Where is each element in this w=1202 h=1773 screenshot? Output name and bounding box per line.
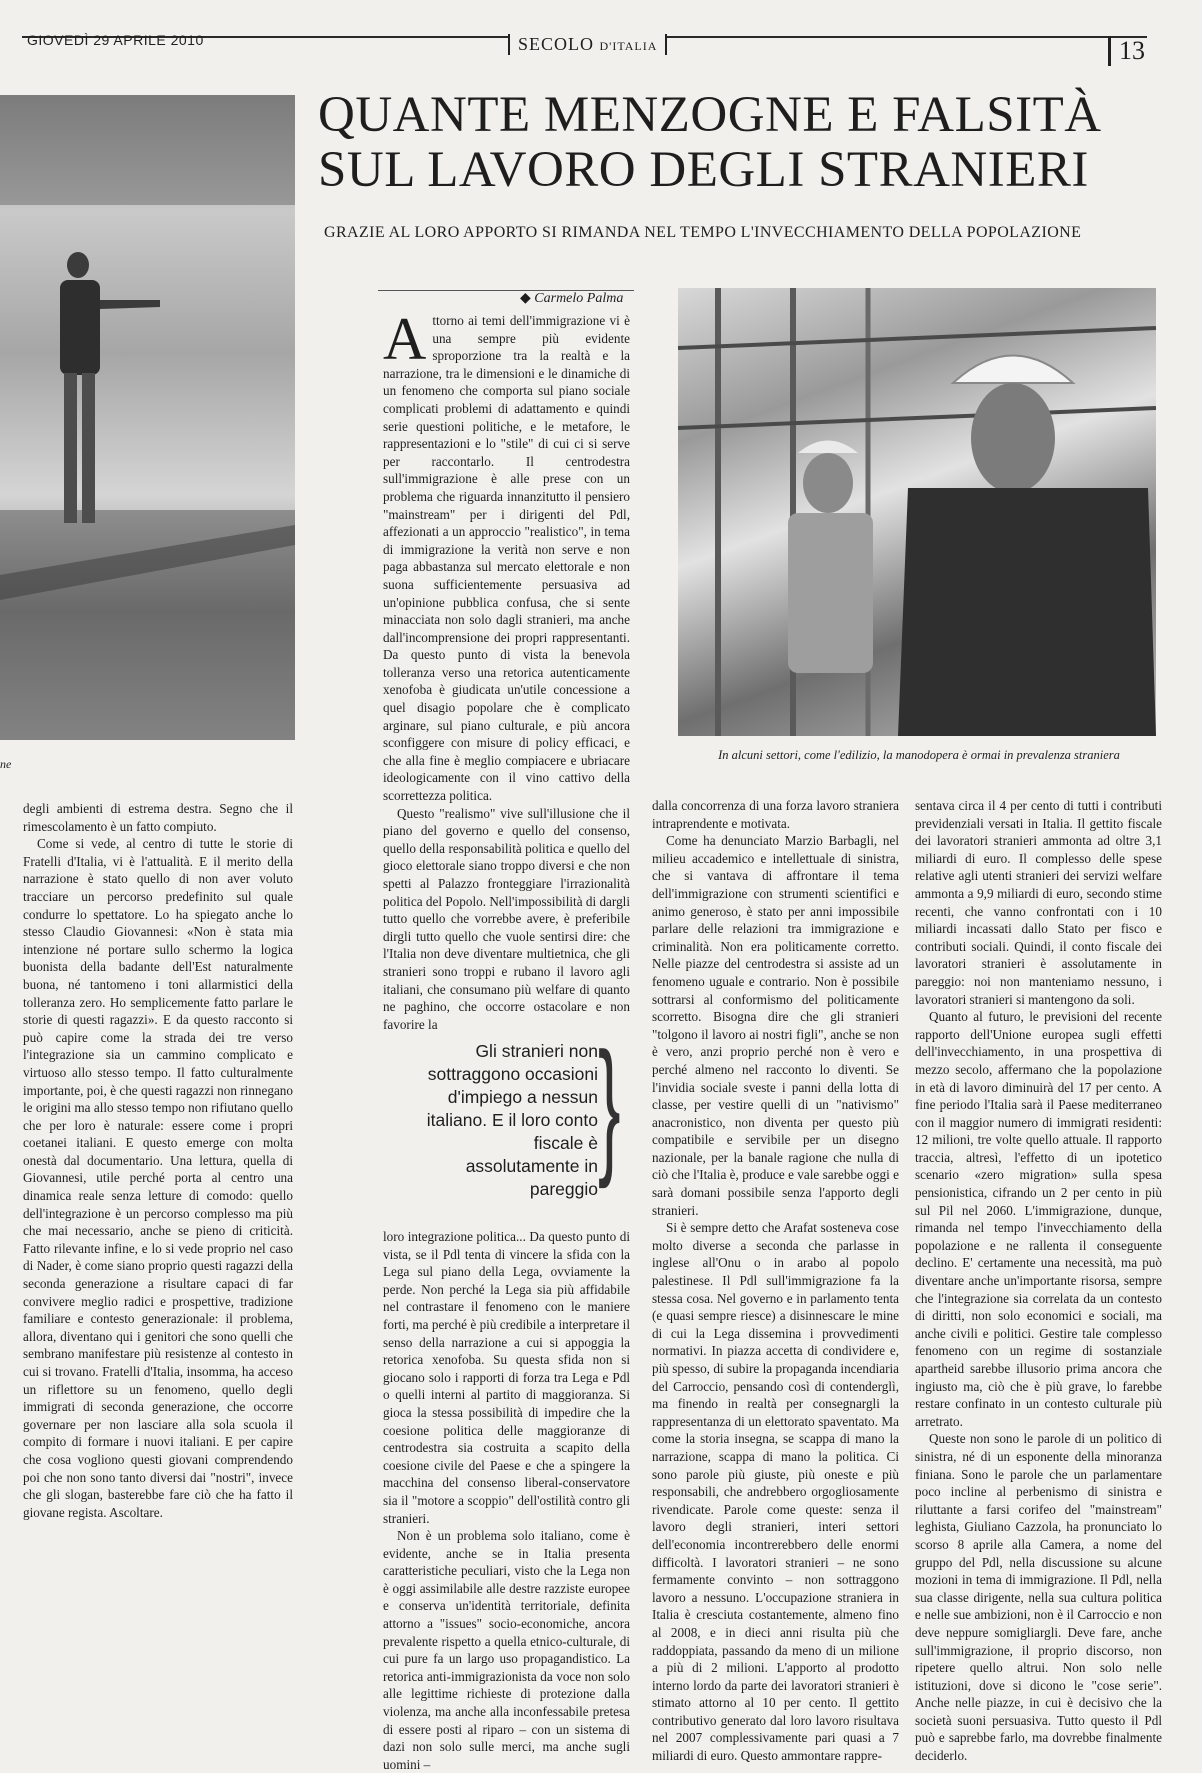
article-title: QUANTE MENZOGNE E FALSITÀ SUL LAVORO DEGLI STRANIERI: [318, 87, 1102, 199]
photo-construction-workers: [678, 288, 1156, 736]
newspaper-name: [508, 34, 667, 55]
article-byline: ◆ Carmelo Palma: [520, 291, 624, 306]
photo-worker-standing: [0, 95, 295, 740]
photo-right-caption: In alcuni settori, come l'edilizio, la manodopera è ormai in prevalenza straniera: [718, 748, 1120, 762]
issue-date: GIOVEDÌ 29 APRILE 2010: [27, 32, 204, 48]
paragraph: Queste non sono le parole di un politico di sinistra, né di un esponente della minoranza finiana. Sono le parole che un parlamentare poco incline al perbenismo di sinistra e riluttante a farsi corifeo del "mainstream" leghista, Giuliano Cazzola, ha pronunciato lo scorso 8 aprile alla Camera, a nome del gruppo del Pdl, nella discussione su alcune mozioni in tema di immigrazione. Il Pdl, nella sua classe dirigente, nella sua cultura politica e nelle sue ambizioni, non è il Carroccio e non deve neppure somigliargli. Deve fare, anche sull'immigrazione, il proprio discorso, non ripetere quello altrui. Non solo nelle istituzioni, dove si dicono le "cose serie". Anche nelle piazze, in cui è decisivo che la società suoni persuasiva. Tutto questo il Pdl può e saprebbe farlo, ma dovrebbe finalmente deciderlo.: [915, 1431, 1162, 1764]
newspaper-name-main: SECOLO: [518, 34, 595, 54]
photo-left-caption: ne: [0, 757, 12, 771]
paragraph: Questo "realismo" vive sull'illusione che il piano del governo e quello del consenso, quello della responsabilità politica e quello del gioco elettorale siano troppo diversi e che non spetti al Palazzo fronteggiare l'irrazionalità politica del Popolo. Nell'impossibilità di dargli tutto quello che vorrebbe avere, è preferibile dirgli tutto quello che vuole sentirsi dire: che l'Italia non deve diventare multietnica, che gli stranieri sono troppi e rubano il lavoro agli italiani, che consumano più welfare di quanto ne paghino, che occorre ostacolare e non favorire la: [383, 805, 630, 1032]
paragraph: Come ha denunciato Marzio Barbagli, nel milieu accademico e intellettuale di sinistra, che si vantava di affrontare il tema dell'immigrazione con strumenti scientifici e animo generoso, è stato per anni impossibile parlare delle relazioni tra immigrazione e criminalità. Non era politicamente corretto. Nelle piazze del centrodestra si assiste ad un fenomeno uguale e contrario. Non è possibile sottrarsi al conformismo del politicamente scorretto. Bisogna dire che gli stranieri "tolgono il lavoro ai nostri figli", anche se non è vero, anzi proprio perché non è vero e perché almeno nel racconto lo diventi. Se l'invidia sociale sveste i panni della lotta di classe, per vestire quelli di un "nativismo" anacronistico, non diventa per questo più compatibile e servibile per un disegno nazionale, per la banale ragione che nulla di ciò che l'Italia è, produce e vale sarebbe oggi e sarà domani possibile senza l'apporto degli stranieri.: [652, 833, 899, 1218]
photo-construction-workers-illustration: [678, 288, 1156, 736]
text-column-4: [652, 797, 899, 1764]
photo-worker-standing-illustration: [0, 95, 295, 740]
paragraph: Quanto al futuro, le previsioni del recente rapporto dell'Unione europea sugli effetti dell'invecchiamento, in una prospettiva di mezzo secolo, affermano che la popolazione in età di lavoro diminuirà del 17 per cento. A fine periodo l'Italia sarà il Paese mediterraneo con il maggior numero di immigrati residenti: 12 milioni, tre volte quello attuale. Il rapporto traccia, altresì, l'effetto di un ipotetico scenario «zero migration» sulla spesa pensionistica, cifrando un 2 per cento in più sul Pil nel 2060. L'immigrazione, dunque, rimanda nel tempo l'invecchiamento della popolazione e ne rallenta il conseguente declino. E' certamente una necessità, ma può diventare anche un'importante risorsa, sempre che l'integrazione sia correlata da un contesto di diritti, non solo economici e sociali, ma anche civili e politici. Gestire tale complesso fenomeno con un regime di sostanziale apartheid sarebbe illusorio prima ancora che ingiusto ma, ciò che è più grave, lo farebbe restare confinato in un contesto culturale più arretrato.: [915, 1009, 1162, 1429]
text-column-1: [23, 800, 293, 1740]
paragraph: Come si vede, al centro di tutte le storie di Fratelli d'Italia, vi è l'attualità. E il merito della narrazione è stato quello di non aver voluto tracciare un percorso predefinito sul quale condurre lo spettatore. Lo ha spiegato anche lo stesso Claudio Giovannesi: «Non è stata mia intenzione né portare sullo schermo la logica buonista della badante dell'Est naturalmente buona, né tantomeno i toni allarmistici della tolleranza zero. Ho semplicemente fatto parlare le storie di questi ragazzi». E da questo racconto si può capire come la strada dei tre verso l'integrazione sia un cammino complicato e virtuoso allo stesso tempo. Il fatto culturalmente importante, poi, è che questi ragazzi non rinnegano le origini ma allo stesso tempo non rifiutano quello che per loro è naturale: essere come i propri coetanei italiani. E questo emerge con molta onestà dal documentario. Una lettura, quella di Giovannesi, utile perché porta al centro una dinamica reale senza letture di comodo: quello dell'integrazione è un percorso complesso ma più che mai necessario, anche se pieno di criticità. Fatto rilevante infine, e lo si vede proprio nel caso di Nader, è come siano proprio questi ragazzi della seconda generazione a risultare capaci di far convivere meglio radici e prospettive, tradizione familiare e contesto generazionale: il problema, allora, diventano qui i genitori che sono quelli che sembrano manifestare più resistenze al contesto in cui si trovano. Fratelli d'Italia, insomma, ha acceso un riflettore su un fenomeno, quello degli immigrati di seconda generazione, che occorre governare per non lasciare alla sola scuola il compito di formare i nuovi italiani. E per capire che cosa vogliono questi giovani comprendendo poi che non sono tanto diversi dai "nostri", invece che gli slogan, basterebbe fare ciò che ha fatto il giovane regista. Ascoltare.: [23, 836, 293, 1520]
page-number: 13: [1108, 36, 1145, 66]
text-column-2: [383, 306, 630, 1032]
pull-quote: Gli stranieri non sottraggono occasioni d'impiego a nessun italiano. E il loro conto fiscale è assolutamente in pareggio: [426, 1041, 598, 1199]
paragraph: dalla concorrenza di una forza lavoro straniera intraprendente e motivata.: [652, 798, 899, 831]
pull-quote-brace: }: [598, 1021, 621, 1189]
text-column-3: [383, 1228, 630, 1772]
paragraph: Non è un problema solo italiano, come è evidente, anche se in Italia presenta caratteristiche peculiari, visto che la Lega non è oggi assimilabile alle destre razziste europee e conserva un'identità territoriale, definita attorno a "issues" socio-economiche, ancora prevalente rispetto a quella etnico-culturale, di cui pure fa un largo uso propagandistico. La retorica anti-immigrazionista da voce non solo alle legittime richieste di protezione dalla violenza, ma anche alla inconfessabile pretesa di essere posti al riparo – con un sistema di dazi non solo sulle merci, ma anche sugli uomini –: [383, 1528, 630, 1772]
paragraph: degli ambienti di estrema destra. Segno che il rimescolamento è un fatto compiuto.: [23, 801, 293, 834]
text-column-5: [915, 797, 1162, 1764]
paragraph: Si è sempre detto che Arafat sosteneva cose molto diverse a seconda che parlasse in inglese all'Onu o in arabo al popolo palestinese. Il Pdl sull'immigrazione fa la stessa cosa. Nel governo e in parlamento tenta (e quasi sempre riesce) a disinnescare le mine di cui la Lega dissemina i provvedimenti normativi. In piazza accetta di condividere e, più spesso, di subire la propaganda incendiaria del Carroccio, pensando così di contenderglì, ma finendo in realtà per consegnargli la rappresentanza di un elettorato spaventato. Ma come la storia insegna, se scappa di mano la narrazione, scappa di mano la politica. Ci sono parole più giuste, più oneste e più responsabili, che andrebbero orgogliosamente rivendicate. Parole come queste: senza il lavoro degli stranieri, interi settori dell'economia incontrerebbero delle enormi difficoltà. I lavoratori stranieri – ne sono fermamente convinto – non sottraggono lavoro a nessuno. L'occupazione straniera in Italia è cresciuta costantemente, almeno fino al 2008, e in dieci anni risulta più che raddoppiata, passando da meno di un milione a più di 2 milioni. L'apporto al prodotto interno lordo da parte dei lavoratori stranieri è stimato attorno al 10 per cento. Il gettito contributivo generato dal loro lavoro risultava nel 2007 complessivamente pari quasi a 7 miliardi di euro. Questo ammontare rappre-: [652, 1220, 899, 1764]
article-subtitle: GRAZIE AL LORO APPORTO SI RIMANDA NEL TEMPO L'INVECCHIAMENTO DELLA POPOLAZIONE: [324, 224, 1082, 241]
paragraph: loro integrazione politica... Da questo punto di vista, se il Pdl tenta di vincere la sfida con la Lega sul piano della Lega, ovviamente la perde. Non perché la Lega sia più affidabile nel contrastare il fenomeno con le maniere forti, ma perché è più credibile a interpretare il senso della narrazione a cui si appoggia la retorica xenofoba. Su questa sfida non si giocano solo i rapporti di forza tra Lega e Pdl o quelli interni al partito di maggioranza. Si gioca la stessa possibilità di impedire che la coesione politica delle maggioranze di centrodestra sia costruita a scapito della coesione civile del Paese e che a spingere la macchina del consenso liberal-conservatore sia il "motore a scoppio" dell'ostilità contro gli stranieri.: [383, 1229, 630, 1526]
paragraph-lead: [383, 306, 630, 805]
author-name: Carmelo Palma: [534, 291, 624, 306]
paragraph: sentava circa il 4 per cento di tutti i contributi previdenziali versati in Italia. Il gettito fiscale dei lavoratori stranieri ammonta ad oltre 3,1 miliardi di euro. Il complesso delle spese relative agli utenti stranieri dei servizi welfare ammonta a 9,9 miliardi di euro, secondo stime recenti, che vanno confrontati con i 10 miliardi incassati dallo Stato per fisco e contributi sociali. Quindi, il conto fiscale dei lavoratori stranieri è assolutamente in pareggio: noi non manteniamo nessuno, i lavoratori stranieri si mantengono da soli.: [915, 798, 1162, 1007]
lead-text: ttorno ai temi dell'immigrazione vi è una sempre più evidente sproporzione tra la realtà e la narrazione, tra le dimensioni e le dinamiche di un fenomeno che comporta sul piano sociale complicati problemi di adattamento e quindi serie questioni politiche, e le metafore, le rappresentazioni e lo "stile" di cui ci si serve per raccontarlo. Il centrodestra sull'immigrazione è alle prese con un problema che riguarda innanzitutto il pensiero "mainstream" per i dirigenti del Pdl, affezionati a un approccio "realistico", in tema di immigrazione la verità non serve e non paga abbastanza sul mercato elettorale e non suona sufficientemente persuasiva ad un'opinione pubblica confusa, che si sente minacciata non solo dagli stranieri, ma anche dall'incomprensione dei propri rappresentanti. Da questo punto di vista la benevola tolleranza verso una retorica autenticamente xenofoba è giudicata un'utile concessione a quel disagio popolare che è complicato arginare, sul piano culturale, e più ancora sconfiggere con misure di policy efficaci, e che alla fine è meglio compiacere e ubriacare ideologicamente con il vino cattivo della scorrettezza politica.: [383, 313, 630, 804]
newspaper-name-suffix: D'ITALIA: [599, 39, 658, 53]
drop-cap: A: [383, 306, 427, 372]
